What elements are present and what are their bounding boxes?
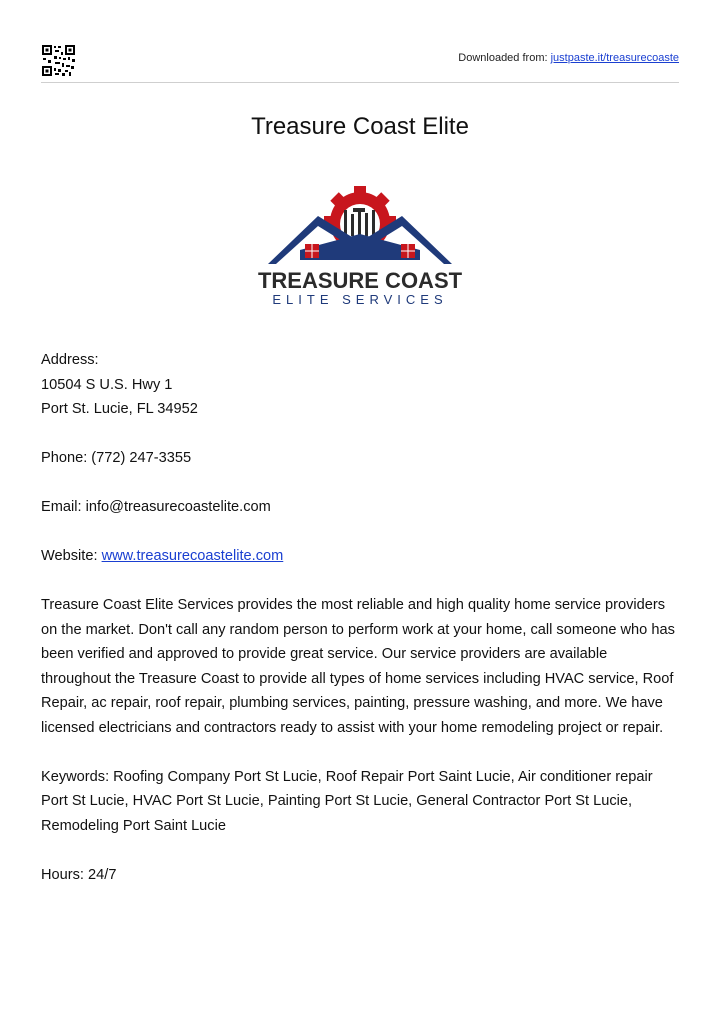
page-title: Treasure Coast Elite xyxy=(251,113,469,140)
qr-code-icon xyxy=(41,44,76,77)
header-divider xyxy=(41,82,679,83)
company-logo xyxy=(258,180,462,308)
logo-line2: ELITE SERVICES xyxy=(272,292,448,307)
downloaded-label: Downloaded from: xyxy=(458,52,551,64)
website-link[interactable]: www.treasurecoastelite.com xyxy=(101,548,284,564)
downloaded-link[interactable]: justpaste.it/treasurecoaste xyxy=(550,52,679,64)
content xyxy=(41,348,679,912)
phone: Phone: (772) 247-3355 xyxy=(41,450,192,466)
website-label: Website: xyxy=(41,548,102,564)
address-line2: Port St. Lucie, FL 34952 xyxy=(41,401,198,417)
address-line1: 10504 S U.S. Hwy 1 xyxy=(41,376,173,393)
address-label: Address: xyxy=(41,352,99,368)
logo-line1: TREASURE COAST xyxy=(258,268,462,293)
keywords: Keywords: Roofing Company Port St Lucie, Roof Repair Port Saint Lucie, Air conditioner repair Port St Lucie, HVAC Port St Lucie, Painting Port St Lucie, General Contractor Port St Lucie, Remodeling Port Saint Lucie xyxy=(41,768,653,834)
downloaded-from xyxy=(458,52,679,64)
hours: Hours: 24/7 xyxy=(41,866,117,883)
website xyxy=(41,544,679,569)
email: Email: info@treasurecoastelite.com xyxy=(41,499,271,515)
address-block xyxy=(41,348,679,422)
description: Treasure Coast Elite Services provides the most reliable and high quality home service providers on the market. Don't call any random person to perform work at your home, call someone who has been verified and approved to provide great service. Our service providers are available throughout the Treasure Coast to provide all types of home services including HVAC service, Roof Repair, ac repair, roof repair, plumbing services, painting, pressure washing, and more. We have licensed electricians and contractors ready to assist with your home remodeling project or repair. xyxy=(41,597,675,736)
